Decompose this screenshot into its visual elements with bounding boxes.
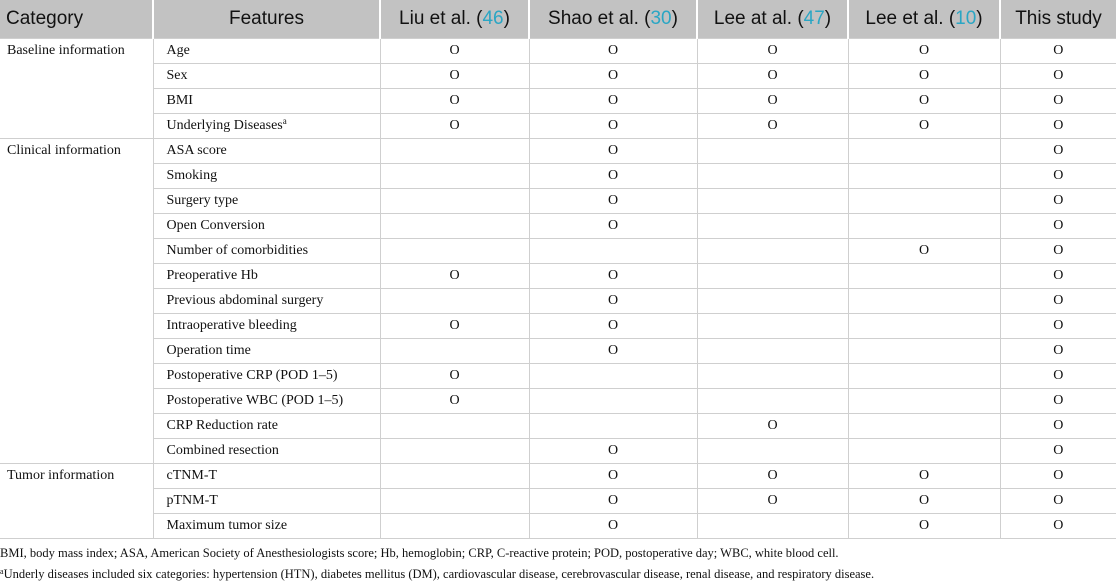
table-row [0,214,1116,239]
table-row [0,314,1116,339]
mark-cell: O [697,464,848,489]
feature-label: Combined resection [166,443,279,458]
header-study-lee-47: Lee at al. (47) [697,0,848,39]
mark-cell: O [529,514,697,539]
feature-cell [153,64,380,89]
mark-cell: O [1000,114,1116,139]
mark-cell: O [1000,64,1116,89]
feature-label: pTNM-T [166,493,218,508]
mark-cell: O [380,114,529,139]
mark-cell [848,164,1000,189]
feature-label: Operation time [166,343,251,358]
study-name: Lee at al. [713,8,793,29]
footnote-marker: a [282,116,287,126]
mark-cell: O [848,39,1000,64]
mark-cell [697,264,848,289]
mark-cell [380,164,529,189]
mark-cell: O [848,489,1000,514]
feature-cell [153,389,380,414]
mark-cell: O [1000,189,1116,214]
mark-cell [697,139,848,164]
feature-label: Previous abdominal surgery [166,293,324,308]
table-body [0,39,1116,539]
mark-cell: O [529,314,697,339]
mark-cell: O [697,64,848,89]
mark-cell [697,389,848,414]
mark-cell: O [529,439,697,464]
table-row [0,339,1116,364]
mark-cell [529,239,697,264]
mark-cell [848,339,1000,364]
mark-cell [697,189,848,214]
feature-cell [153,314,380,339]
mark-cell: O [1000,289,1116,314]
feature-label: Underlying Diseases [166,118,283,133]
mark-cell [697,514,848,539]
mark-cell [848,264,1000,289]
mark-cell: O [529,339,697,364]
feature-cell [153,414,380,439]
footnote-abbreviations: BMI, body mass index; ASA, American Society of Anesthesiologists score; Hb, hemoglobin; CRP, C-reactive protein; POD, postoperative day; WBC, white blood cell. [0,546,839,560]
category-cell: Baseline information [0,39,153,139]
mark-cell: O [529,214,697,239]
feature-cell [153,139,380,164]
category-cell: Clinical information [0,139,153,464]
feature-cell [153,39,380,64]
header-this-study: This study [1000,0,1116,39]
mark-cell [380,414,529,439]
feature-cell [153,489,380,514]
footnote-text: Underly diseases included six categories: hypertension (HTN), diabetes mellitus (DM), cardiovascular disease, cerebrovascular disease, renal disease, and respiratory disease. [3,567,875,581]
mark-cell [848,364,1000,389]
mark-cell: O [1000,414,1116,439]
mark-cell: O [848,464,1000,489]
mark-cell: O [529,289,697,314]
mark-cell [848,189,1000,214]
feature-label: Smoking [166,168,218,183]
mark-cell [380,139,529,164]
feature-cell [153,439,380,464]
mark-cell: O [529,489,697,514]
mark-cell: O [529,39,697,64]
feature-label: Number of comorbidities [166,243,309,258]
feature-label: Postoperative CRP (POD 1–5) [166,368,338,383]
mark-cell [848,314,1000,339]
study-name: Liu et al. [399,8,471,29]
table-row [0,414,1116,439]
mark-cell [380,189,529,214]
feature-label: BMI [166,93,193,108]
mark-cell: O [380,364,529,389]
feature-cell [153,364,380,389]
table-row [0,514,1116,539]
mark-cell: O [1000,489,1116,514]
footnote-a [0,567,874,582]
mark-cell [529,364,697,389]
mark-cell [848,414,1000,439]
mark-cell [848,389,1000,414]
mark-cell [848,439,1000,464]
feature-label: Age [166,43,190,58]
mark-cell: O [697,414,848,439]
mark-cell [848,139,1000,164]
table-row [0,389,1116,414]
category-cell: Tumor information [0,464,153,539]
mark-cell: O [1000,239,1116,264]
table-row [0,114,1116,139]
mark-cell: O [848,239,1000,264]
feature-label: Open Conversion [166,218,265,233]
mark-cell: O [1000,89,1116,114]
mark-cell: O [529,164,697,189]
table-row [0,289,1116,314]
mark-cell: O [1000,314,1116,339]
table-row [0,264,1116,289]
mark-cell: O [1000,139,1116,164]
mark-cell: O [529,139,697,164]
mark-cell [529,389,697,414]
table-row [0,39,1116,64]
table-row [0,489,1116,514]
mark-cell: O [380,39,529,64]
table-row [0,364,1116,389]
mark-cell [380,289,529,314]
footnote-marker: a [0,567,4,576]
mark-cell [697,164,848,189]
header-features: Features [153,0,380,39]
mark-cell: O [1000,39,1116,64]
feature-label: Preoperative Hb [166,268,258,283]
study-name: Lee et al. [865,8,944,29]
header-category: Category [0,0,153,39]
mark-cell: O [697,39,848,64]
header-study-liu: Liu et al. (46) [380,0,529,39]
feature-cell [153,214,380,239]
mark-cell: O [697,114,848,139]
feature-label: Surgery type [166,193,239,208]
feature-cell [153,264,380,289]
mark-cell: O [380,64,529,89]
mark-cell [848,289,1000,314]
mark-cell [697,339,848,364]
feature-cell [153,464,380,489]
mark-cell: O [1000,514,1116,539]
mark-cell [697,239,848,264]
mark-cell: O [380,264,529,289]
mark-cell: O [529,89,697,114]
feature-label: Postoperative WBC (POD 1–5) [166,393,344,408]
mark-cell [380,339,529,364]
table-row [0,189,1116,214]
mark-cell: O [1000,164,1116,189]
feature-cell [153,289,380,314]
feature-cell [153,89,380,114]
study-ref-link[interactable]: 10 [955,8,977,29]
feature-label: Maximum tumor size [166,518,288,533]
table-row [0,239,1116,264]
study-ref-link[interactable]: 46 [482,8,504,29]
feature-cell [153,164,380,189]
mark-cell: O [1000,339,1116,364]
mark-cell: O [1000,214,1116,239]
mark-cell: O [380,89,529,114]
mark-cell: O [697,89,848,114]
mark-cell [697,364,848,389]
mark-cell [380,489,529,514]
mark-cell: O [529,114,697,139]
mark-cell: O [380,314,529,339]
table-row [0,164,1116,189]
mark-cell [697,439,848,464]
study-ref-link[interactable]: 30 [650,8,672,29]
feature-label: Intraoperative bleeding [166,318,297,333]
feature-label: CRP Reduction rate [166,418,278,433]
mark-cell [697,289,848,314]
mark-cell [697,314,848,339]
mark-cell: O [848,89,1000,114]
mark-cell: O [380,389,529,414]
mark-cell: O [1000,439,1116,464]
mark-cell [380,514,529,539]
mark-cell [380,464,529,489]
feature-cell [153,189,380,214]
study-name: Shao et al. [548,8,639,29]
study-ref-link[interactable]: 47 [803,8,825,29]
header-study-shao: Shao et al. (30) [529,0,697,39]
mark-cell: O [848,64,1000,89]
mark-cell: O [529,189,697,214]
mark-cell: O [697,489,848,514]
mark-cell [697,214,848,239]
mark-cell [380,239,529,264]
mark-cell: O [529,264,697,289]
mark-cell: O [1000,464,1116,489]
header-study-lee-10: Lee et al. (10) [848,0,1000,39]
table-row [0,64,1116,89]
table-row [0,139,1116,164]
mark-cell [380,214,529,239]
table-row [0,89,1116,114]
mark-cell: O [1000,364,1116,389]
feature-label: cTNM-T [166,468,218,483]
mark-cell: O [1000,389,1116,414]
mark-cell: O [529,64,697,89]
mark-cell [529,414,697,439]
feature-cell [153,339,380,364]
header-row [0,0,1116,39]
table-row [0,439,1116,464]
mark-cell: O [1000,264,1116,289]
feature-label: Sex [166,68,188,83]
mark-cell: O [848,514,1000,539]
feature-cell [153,514,380,539]
feature-label: ASA score [166,143,227,158]
mark-cell: O [848,114,1000,139]
mark-cell [380,439,529,464]
table-row [0,464,1116,489]
feature-cell [153,239,380,264]
feature-cell [153,114,380,139]
mark-cell [848,214,1000,239]
mark-cell: O [529,464,697,489]
